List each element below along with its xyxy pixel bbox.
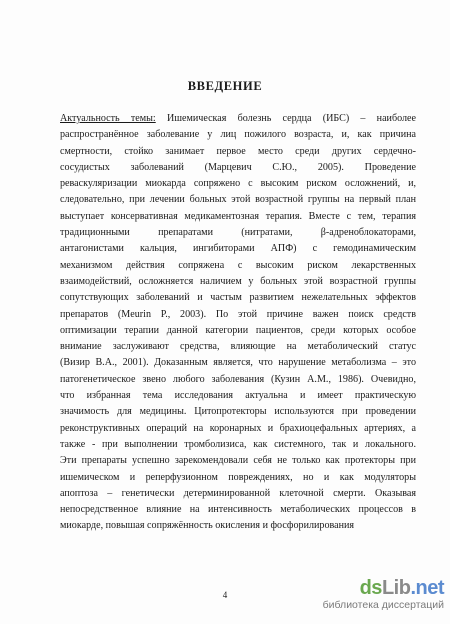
text-line: механизмом действия сопряжена с высоким риском лекарственных: [60, 259, 416, 271]
text-line: ишемическом и реперфузионном повреждениях, но и как модуляторы: [60, 471, 416, 483]
text-line: следовательно, при лечении больных этой возрастной группы на первый план: [60, 194, 416, 206]
text-line: внимание заслуживают средства, влияющие на метаболический статус: [60, 341, 416, 353]
text-line: Эти препараты успешно зарекомендовали себя не только как протекторы при: [60, 455, 416, 467]
text-line: (Визир В.А., 2001). Доказанным является, что нарушение метаболизма – это: [60, 357, 416, 369]
text-line: выступает консервативная медикаментозная терапия. Вместе с тем, терапия: [60, 210, 416, 222]
text-line: миокарде, повышая сопряжённость окисления и фосфорилирования: [60, 520, 355, 532]
text-line: распространённое заболевание у лиц пожилого возраста, и, как причина: [60, 129, 416, 141]
text-line: смертности, стойко занимает первое место среди других сердечно-: [60, 145, 416, 157]
text-line: реваскуляризации миокарда сопряжено с высоким риском осложнений, и,: [60, 178, 416, 190]
text-line: сопутствующих заболеваний и частым развитием нежелательных эффектов: [60, 292, 416, 304]
logo-part-ds: ds: [359, 577, 382, 599]
first-line-text: Ишемическая болезнь сердца (ИБС) – наиболее: [155, 113, 416, 124]
dslib-logo: [320, 576, 444, 600]
watermark-tagline: библиотека диссертаций: [322, 599, 444, 611]
text-line: традиционными препаратами (нитратами, β-адреноблокаторами,: [60, 227, 416, 239]
text-line: препаратов (Meurin P., 2003). По этой причине важен поиск средств: [60, 308, 416, 320]
logo-part-lib: Lib: [381, 577, 411, 599]
text-line: взаимодействий, осложняется наличием у больных этой возрастной группы: [60, 275, 416, 287]
dslib-watermark: [320, 576, 444, 618]
text-line: оптимизации терапии данной категории пациентов, среди которых особое: [60, 324, 416, 336]
text-line: [60, 111, 416, 127]
logo-part-net: .net: [410, 577, 444, 599]
text-line: сосудистых заболеваний (Марцевич С.Ю., 2005). Проведение: [60, 161, 416, 173]
text-line: апоптоза – генетически детерминированной клеточной смерти. Оказывая: [60, 487, 416, 499]
text-line: реконструктивных операций на коронарных и брахиоцефальных артериях, а: [60, 422, 416, 434]
text-line: патогенетическое звено любого заболевания (Кузин А.М., 1986). Очевидно,: [60, 373, 416, 385]
text-line: значимость для медицины. Цитопротекторы используются при проведении: [60, 406, 416, 418]
body-text: [60, 111, 416, 535]
text-line: что избранная тема исследования актуальна и имеет практическую: [60, 390, 416, 402]
text-line: также - при выполнении тромболизиса, как системного, так и локального.: [60, 438, 416, 450]
page-number: 4: [222, 590, 228, 600]
paragraph-lines: [60, 127, 416, 534]
text-line: непосредственное влияние на интенсивность метаболических процессов в: [60, 504, 416, 516]
topic-relevance-label: Актуальность темы:: [60, 113, 156, 124]
page-title: ВВЕДЕНИЕ: [187, 79, 263, 93]
text-line: антагонистами кальция, ингибиторами АПФ) с гемодинамическим: [60, 243, 416, 255]
